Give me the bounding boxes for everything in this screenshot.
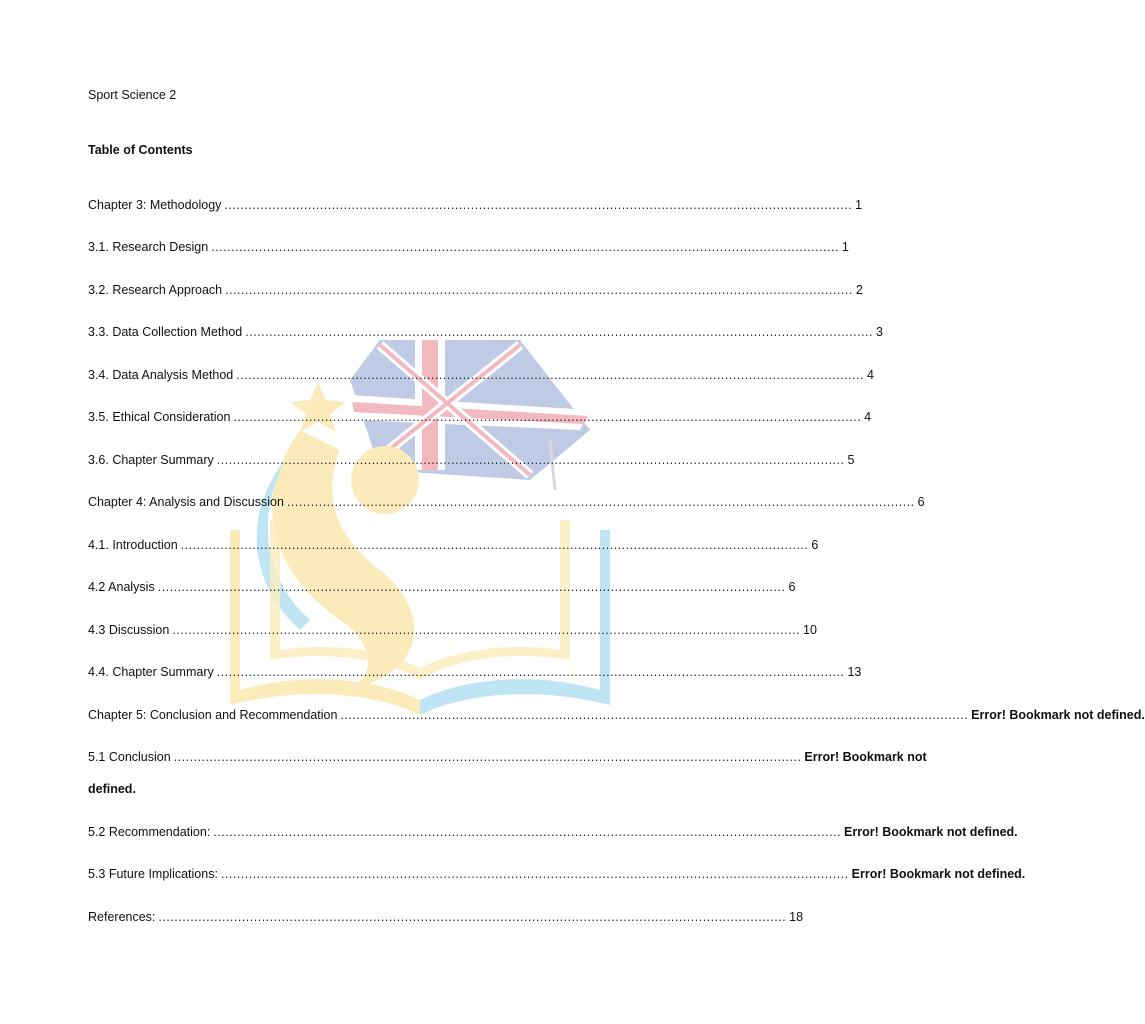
toc-entry-label: 5.1 Conclusion	[88, 750, 171, 764]
toc-entry-page: 6	[788, 580, 796, 594]
toc-leader: ..............................................................................................................................................................	[340, 708, 969, 722]
toc-entry[interactable]	[88, 368, 874, 382]
toc-entry-error-continued: defined.	[88, 782, 136, 796]
toc-entry-label: 3.3. Data Collection Method	[88, 325, 243, 339]
toc-entry[interactable]	[88, 325, 883, 339]
toc-entry[interactable]	[88, 825, 1018, 839]
toc-leader: ..............................................................................................................................................................	[216, 453, 845, 467]
toc-leader: ..............................................................................................................................................................	[224, 198, 853, 212]
toc-entry-label: Chapter 3: Methodology	[88, 198, 222, 212]
toc-entry[interactable]	[88, 580, 796, 594]
toc-leader: ..............................................................................................................................................................	[233, 410, 862, 424]
toc-entry-label: 5.2 Recommendation:	[88, 825, 211, 839]
toc-leader: ..............................................................................................................................................................	[236, 368, 864, 382]
toc-entry-page: 6	[811, 538, 819, 552]
toc-entry-label: Chapter 5: Conclusion and Recommendation	[88, 708, 338, 722]
figure-swoosh-icon	[272, 430, 414, 690]
toc-leader: ..............................................................................................................................................................	[180, 538, 809, 552]
toc-leader: ..............................................................................................................................................................	[220, 867, 849, 881]
toc-entry-label: 5.3 Future Implications:	[88, 867, 218, 881]
toc-entry-page: 4	[864, 410, 872, 424]
toc-entry-page: 4	[866, 368, 874, 382]
toc-entry-label: 4.2 Analysis	[88, 580, 155, 594]
toc-leader: ..............................................................................................................................................................	[172, 623, 801, 637]
toc-entry-label: 4.1. Introduction	[88, 538, 178, 552]
toc-entry-page: 3	[875, 325, 883, 339]
toc-entry-label: 3.4. Data Analysis Method	[88, 368, 234, 382]
toc-entry-label: 3.6. Chapter Summary	[88, 453, 214, 467]
toc-entry[interactable]	[88, 240, 849, 254]
toc-entry[interactable]	[88, 867, 1026, 881]
toc-entry-label: 3.5. Ethical Consideration	[88, 410, 231, 424]
toc-entry-page: 18	[789, 910, 804, 924]
toc-entry-label: 3.1. Research Design	[88, 240, 209, 254]
toc-entry-error: Error! Bookmark not defined.	[971, 708, 1145, 722]
toc-leader: ..............................................................................................................................................................	[225, 283, 853, 297]
document-header: Sport Science 2	[88, 88, 177, 102]
toc-leader: ..............................................................................................................................................................	[286, 495, 915, 509]
toc-entry[interactable]	[88, 750, 927, 764]
toc-entry-label: 3.2. Research Approach	[88, 283, 223, 297]
toc-entry-page: 13	[847, 665, 862, 679]
toc-leader: ..............................................................................................................................................................	[173, 750, 802, 764]
toc-leader: ..............................................................................................................................................................	[245, 325, 873, 339]
toc-entry[interactable]	[88, 665, 862, 679]
star-icon	[290, 382, 346, 432]
toc-entry-page: 2	[855, 283, 863, 297]
toc-entry[interactable]	[88, 198, 863, 212]
toc-entry-page: 10	[803, 623, 817, 637]
toc-entry[interactable]	[88, 453, 855, 467]
toc-entry-label: Chapter 4: Analysis and Discussion	[88, 495, 284, 509]
toc-entry-page: 1	[841, 240, 849, 254]
toc-entry-page: 1	[855, 198, 863, 212]
toc-entry[interactable]	[88, 623, 817, 637]
toc-entry[interactable]	[88, 410, 872, 424]
toc-entry[interactable]	[88, 538, 819, 552]
toc-leader: ..............................................................................................................................................................	[158, 910, 787, 924]
toc-entry-page: 6	[917, 495, 925, 509]
toc-leader: ..............................................................................................................................................................	[211, 240, 839, 254]
toc-entry-error: Error! Bookmark not defined.	[851, 867, 1026, 881]
toc-entry[interactable]	[88, 708, 1145, 722]
toc-entry[interactable]	[88, 495, 925, 509]
toc-leader: ..............................................................................................................................................................	[216, 665, 845, 679]
toc-leader: ..............................................................................................................................................................	[157, 580, 786, 594]
toc-entry-label: 4.4. Chapter Summary	[88, 665, 214, 679]
toc-entry-label: 4.3 Discussion	[88, 623, 170, 637]
toc-leader: ..............................................................................................................................................................	[213, 825, 842, 839]
toc-entry[interactable]	[88, 283, 863, 297]
toc-entry[interactable]	[88, 910, 804, 924]
toc-entry-label: References:	[88, 910, 156, 924]
toc-entry-error: Error! Bookmark not	[804, 750, 927, 764]
toc-entry-page: 5	[847, 453, 855, 467]
toc-entry-error: Error! Bookmark not defined.	[844, 825, 1018, 839]
toc-title: Table of Contents	[88, 143, 193, 157]
